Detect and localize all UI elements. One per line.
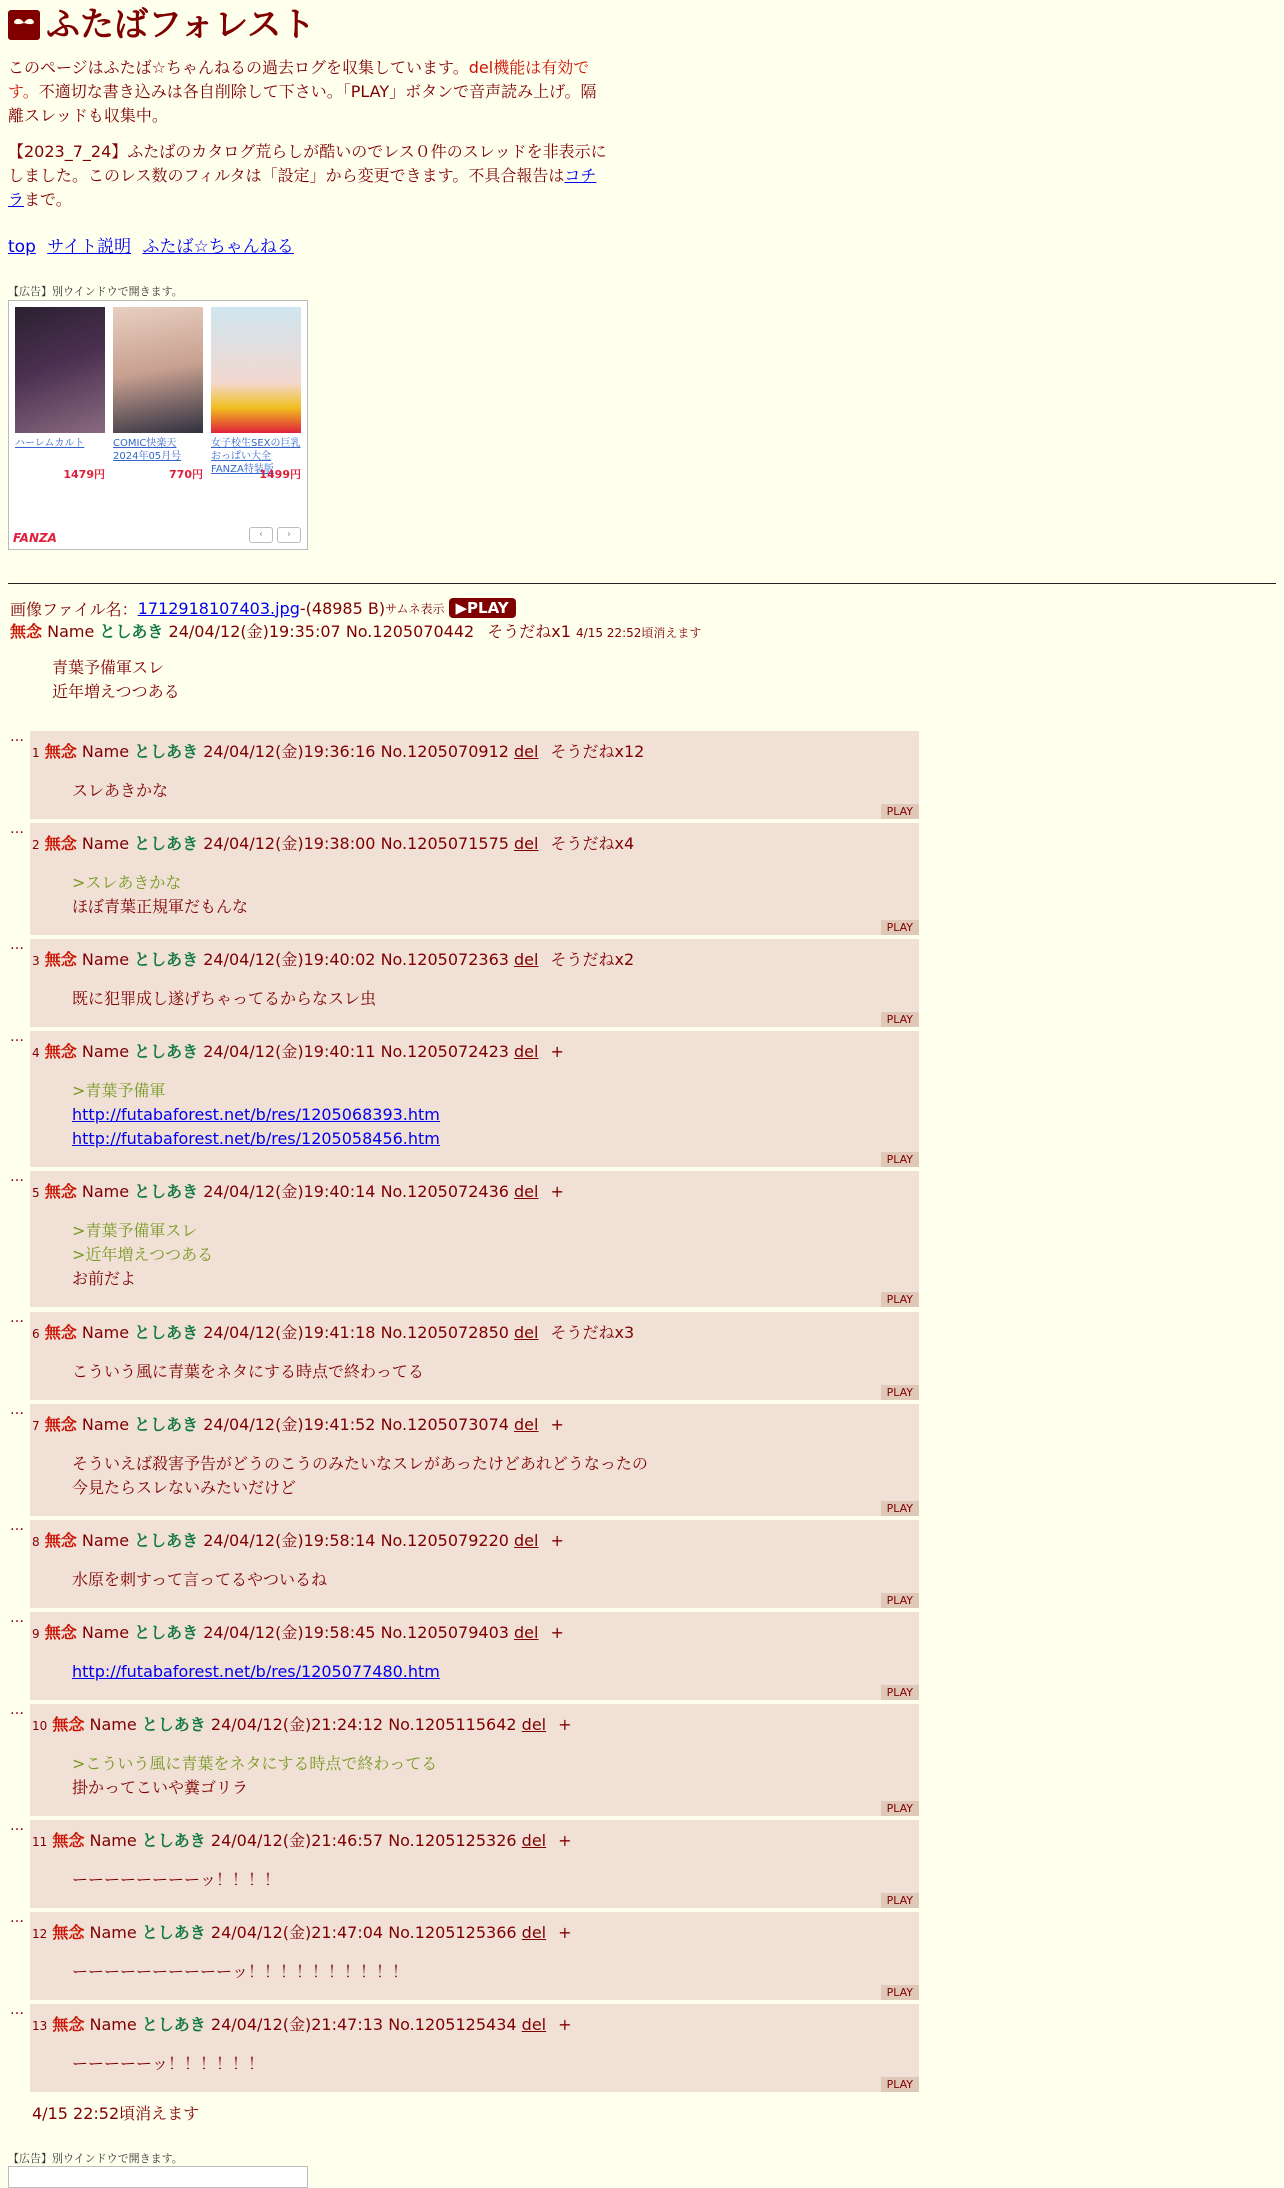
reply-body	[72, 1960, 408, 1984]
op-image-link[interactable]: 1712918107403.jpg	[137, 598, 300, 618]
ad-item[interactable]	[211, 307, 301, 482]
post-number[interactable]: No.1205070442	[345, 622, 475, 641]
play-button[interactable]: PLAY	[881, 1152, 919, 1167]
reply-post	[10, 1169, 919, 1307]
reply-menu[interactable]: …	[10, 1310, 24, 1326]
body-line: お前だよ	[72, 1269, 137, 1288]
reply-index: 4	[32, 1046, 40, 1060]
play-button[interactable]: PLAY	[881, 804, 919, 819]
sodane-button[interactable]: +	[550, 1182, 564, 1201]
ad-banner[interactable]	[8, 300, 308, 550]
site-intro: このページはふたば☆ちゃんねるの過去ログを収集しています。del機能は有効で す。不適切な書き込みは各自削除して下さい。「PLAY」ボタンで音声読み上げ。隔 離スレッドも収集中。	[8, 58, 597, 125]
reply-index: 6	[32, 1327, 40, 1341]
name-label: Name	[81, 1623, 130, 1642]
reply-body	[72, 2052, 264, 2076]
play-button[interactable]: PLAY	[881, 1012, 919, 1027]
chevron-right-icon[interactable]: ›	[277, 527, 301, 543]
post-title: 無念	[44, 1415, 77, 1434]
post-number[interactable]: No.1205125326	[388, 1831, 517, 1850]
reply-index: 12	[32, 1927, 48, 1941]
post-title: 無念	[10, 622, 43, 641]
quote-line: >青葉予備軍	[72, 1081, 166, 1100]
sodane-button[interactable]: +	[558, 1715, 572, 1734]
thumb-toggle[interactable]: サムネ表示	[385, 601, 445, 616]
ad-note: 【広告】別ウインドウで開きます。	[8, 285, 183, 298]
reply-menu[interactable]: …	[10, 1610, 24, 1626]
post-title: 無念	[44, 1623, 77, 1642]
body-line: 既に犯罪成し遂げちゃってるからなスレ虫	[72, 989, 377, 1008]
reply-body	[72, 987, 376, 1011]
post-title: 無念	[52, 2015, 85, 2034]
post-title: 無念	[52, 1923, 85, 1942]
reply-index: 13	[32, 2019, 48, 2033]
del-link[interactable]: del	[514, 1623, 539, 1642]
quote-line: >近年増えつつある	[72, 1245, 214, 1264]
reply-index: 3	[32, 954, 40, 968]
chevron-left-icon[interactable]: ‹	[249, 527, 273, 543]
poster-name: としあき	[134, 1623, 199, 1642]
play-button[interactable]: PLAY	[881, 2077, 919, 2092]
name-label: Name	[81, 1323, 130, 1342]
name-label: Name	[89, 2015, 137, 2034]
op-play-button[interactable]: ▶PLAY	[449, 598, 516, 618]
reply-post	[10, 937, 919, 1027]
reply-menu[interactable]: …	[10, 1818, 24, 1834]
reply-body	[72, 1868, 280, 1892]
body-line: ーーーーーーーーーーッ！！！！！！！！！！	[72, 1962, 409, 1981]
post-number[interactable]: No.1205079403	[380, 1623, 509, 1642]
body-line: 水原を刺すって言ってるやついるね	[72, 1570, 328, 1589]
poster-name: としあき	[134, 742, 199, 761]
reply-index: 10	[32, 1719, 48, 1733]
post-title: 無念	[44, 742, 77, 761]
post-title: 無念	[52, 1715, 85, 1734]
ad-note: 【広告】別ウインドウで開きます。	[8, 2152, 183, 2165]
reply-index: 9	[32, 1627, 40, 1641]
reply-post	[10, 1818, 919, 1908]
ad-cover-image[interactable]	[15, 307, 105, 433]
futaba-leaf-icon	[8, 10, 40, 40]
del-link[interactable]: del	[514, 1182, 539, 1201]
poster-name: としあき	[134, 1323, 199, 1342]
poster-name: としあき	[141, 1831, 206, 1850]
poster-name: としあき	[141, 1923, 206, 1942]
sodane-button[interactable]: +	[550, 1531, 564, 1550]
body-line: スレあきかな	[72, 781, 169, 800]
op-post	[10, 596, 1270, 704]
name-label: Name	[81, 1042, 130, 1061]
reply-post	[10, 1310, 919, 1400]
poster-name: としあき	[141, 1715, 206, 1734]
poster-name: としあき	[134, 1042, 199, 1061]
nav-futaba-link[interactable]: ふたば☆ちゃんねる	[142, 237, 294, 257]
post-datetime: 24/04/12(金)19:40:14	[203, 1182, 376, 1201]
post-datetime: 24/04/12(金)19:41:18	[203, 1323, 376, 1342]
op-body: 青葉予備軍スレ 近年増えつつある	[52, 658, 180, 701]
post-datetime: 24/04/12(金)19:58:14	[203, 1531, 376, 1550]
reply-menu[interactable]: …	[10, 1518, 24, 1534]
post-title: 無念	[44, 950, 77, 969]
reply-body	[72, 1752, 437, 1800]
reply-post	[10, 2002, 919, 2092]
thread-link[interactable]: http://futabaforest.net/b/res/1205077480.htm	[72, 1662, 440, 1681]
post-datetime: 24/04/12(金)21:47:13	[210, 2015, 384, 2034]
divider	[8, 583, 1276, 584]
reply-body	[72, 779, 168, 803]
post-datetime: 24/04/12(金)21:46:57	[210, 1831, 384, 1850]
del-link[interactable]: del	[514, 1415, 539, 1434]
name-label: Name	[89, 1831, 137, 1850]
reply-menu[interactable]: …	[10, 937, 24, 953]
post-title: 無念	[44, 1323, 77, 1342]
thread-link[interactable]: http://futabaforest.net/b/res/1205068393.htm	[72, 1105, 440, 1124]
ad-cover-image[interactable]	[113, 307, 203, 433]
del-link[interactable]: del	[521, 1923, 547, 1942]
nav-about-link[interactable]: サイト説明	[47, 237, 132, 257]
reply-body	[72, 1360, 424, 1384]
nav-links	[8, 232, 300, 257]
post-number[interactable]: No.1205071575	[380, 834, 509, 853]
bug-report-link[interactable]: コチ	[564, 166, 597, 185]
name-label: Name	[81, 1531, 130, 1550]
del-link[interactable]: del	[514, 1531, 539, 1550]
site-title	[8, 4, 608, 46]
ad-price: 1479円	[63, 468, 105, 481]
quote-line: >スレあきかな	[72, 873, 182, 892]
name-label: Name	[81, 1182, 130, 1201]
poster-name: としあき	[99, 622, 164, 641]
file-label: 画像ファイル名：	[10, 599, 138, 619]
nav-top-link[interactable]: top	[8, 237, 36, 257]
sodane-button[interactable]: そうだねx3	[550, 1323, 635, 1342]
poster-name: としあき	[134, 950, 199, 969]
post-title: 無念	[44, 1042, 77, 1061]
post-number[interactable]: No.1205125434	[388, 2015, 517, 2034]
reply-menu[interactable]: …	[10, 2002, 24, 2018]
post-datetime: 24/04/12(金)21:47:04	[210, 1923, 384, 1942]
post-number[interactable]: No.1205072363	[380, 950, 509, 969]
sodane-button[interactable]: そうだねx4	[550, 834, 635, 853]
expire-notice: 4/15 22:52頃消えます	[576, 626, 702, 640]
expire-notice: 4/15 22:52頃消えます	[32, 2104, 200, 2123]
reply-post	[10, 1518, 919, 1608]
post-datetime: 24/04/12(金)19:40:11	[203, 1042, 376, 1061]
reply-menu[interactable]: …	[10, 1029, 24, 1045]
reply-menu[interactable]: …	[10, 1910, 24, 1926]
body-line: そういえば殺害予告がどうのこうのみたいなスレがあったけどあれどうなったの	[72, 1454, 648, 1473]
site-notice: 【2023_7_24】ふたばのカタログ荒らしが酷いのでレス０件のスレッドを非表示に しました。このレス数のフィルタは「設定」から変更できます。不具合報告はコチ ラまで。	[8, 142, 607, 209]
del-link[interactable]: del	[521, 1715, 547, 1734]
name-label: Name	[81, 950, 130, 969]
reply-body	[72, 1079, 440, 1151]
reply-body	[72, 1660, 440, 1684]
body-line: 今見たらスレないみたいだけど	[72, 1478, 297, 1497]
post-title: 無念	[52, 1831, 85, 1850]
site-header	[8, 4, 608, 212]
reply-post	[10, 821, 919, 935]
play-button[interactable]: PLAY	[881, 920, 919, 935]
body-line: 掛かってこいや糞ゴリラ	[72, 1778, 249, 1797]
post-datetime: 24/04/12(金)19:58:45	[203, 1623, 376, 1642]
name-label: Name	[81, 834, 130, 853]
post-title: 無念	[44, 834, 77, 853]
play-button[interactable]: PLAY	[881, 1685, 919, 1700]
reply-post	[10, 729, 919, 819]
ad-cover-image[interactable]	[211, 307, 301, 433]
post-number[interactable]: No.1205070912	[380, 742, 509, 761]
post-number[interactable]: No.1205115642	[388, 1715, 517, 1734]
reply-index: 11	[32, 1835, 48, 1849]
fanza-logo: FANZA	[13, 531, 57, 545]
del-link[interactable]: del	[514, 1323, 539, 1342]
ad-item[interactable]	[15, 307, 105, 482]
del-link[interactable]: del	[514, 950, 539, 969]
post-number[interactable]: No.1205072423	[380, 1042, 509, 1061]
sodane-button[interactable]: +	[550, 1623, 564, 1642]
post-datetime: 24/04/12(金)19:36:16	[203, 742, 376, 761]
reply-index: 2	[32, 838, 40, 852]
reply-index: 8	[32, 1535, 40, 1549]
name-label: Name	[81, 742, 130, 761]
ad-price: 770円	[169, 468, 203, 481]
post-title: 無念	[44, 1531, 77, 1550]
reply-post	[10, 1910, 919, 2000]
play-button[interactable]: PLAY	[881, 1893, 919, 1908]
reply-menu[interactable]: …	[10, 729, 24, 745]
post-datetime: 24/04/12(金)19:41:52	[203, 1415, 376, 1434]
body-line: ほぼ青葉正規軍だもんな	[72, 897, 249, 916]
del-link[interactable]: del	[514, 742, 539, 761]
reply-index: 1	[32, 746, 40, 760]
ad-item[interactable]	[113, 307, 203, 482]
reply-menu[interactable]: …	[10, 1169, 24, 1185]
reply-menu[interactable]: …	[10, 1702, 24, 1718]
play-button[interactable]: PLAY	[881, 1292, 919, 1307]
sodane-button[interactable]: +	[558, 2015, 572, 2034]
reply-menu[interactable]: …	[10, 1402, 24, 1418]
quote-line: >青葉予備軍スレ	[72, 1221, 198, 1240]
sodane-button[interactable]: そうだねx1	[487, 622, 571, 641]
site-name: ふたばフォレスト	[46, 5, 316, 45]
reply-post	[10, 1029, 919, 1167]
play-button[interactable]: PLAY	[881, 1385, 919, 1400]
quote-line: >こういう風に青葉をネタにする時点で終わってる	[72, 1754, 438, 1773]
poster-name: としあき	[141, 2015, 206, 2034]
sodane-button[interactable]: +	[558, 1831, 572, 1850]
reply-body	[72, 1568, 327, 1592]
del-link[interactable]: del	[514, 834, 539, 853]
poster-name: としあき	[134, 1531, 199, 1550]
del-link[interactable]: del	[521, 1831, 547, 1850]
post-datetime: 24/04/12(金)19:38:00	[203, 834, 376, 853]
name-label: Name	[89, 1715, 137, 1734]
body-line: ーーーーーーーーッ！！！！	[72, 1870, 281, 1889]
poster-name: としあき	[134, 834, 199, 853]
reply-post	[10, 1402, 919, 1516]
body-line: こういう風に青葉をネタにする時点で終わってる	[72, 1362, 424, 1381]
post-datetime: 24/04/12(金)19:40:02	[203, 950, 376, 969]
reply-index: 7	[32, 1419, 40, 1433]
post-datetime: 24/04/12(金)21:24:12	[210, 1715, 384, 1734]
reply-post	[10, 1610, 919, 1700]
name-label: Name	[89, 1923, 137, 1942]
body-line: ーーーーーッ！！！！！！	[72, 2054, 265, 2073]
play-button[interactable]: PLAY	[881, 1593, 919, 1608]
sodane-button[interactable]: そうだねx2	[550, 950, 635, 969]
del-link[interactable]: del	[514, 1042, 539, 1061]
reply-index: 5	[32, 1186, 40, 1200]
del-link[interactable]: del	[521, 2015, 547, 2034]
ad-title[interactable]: 女子校生SEXの巨乳おっぱい大全FANZA特装版	[211, 438, 301, 475]
post-number[interactable]: No.1205079220	[380, 1531, 509, 1550]
post-datetime: 24/04/12(金)19:35:07	[168, 622, 341, 641]
name-label: Name	[47, 622, 95, 641]
reply-body	[72, 871, 248, 919]
play-button[interactable]: PLAY	[881, 1501, 919, 1516]
poster-name: としあき	[134, 1415, 199, 1434]
reply-menu[interactable]: …	[10, 821, 24, 837]
post-number[interactable]: No.1205072436	[380, 1182, 509, 1201]
ad-title[interactable]: COMIC快楽天 2024年05月号	[113, 438, 182, 462]
reply-body	[72, 1452, 648, 1500]
post-number[interactable]: No.1205073074	[380, 1415, 509, 1434]
name-label: Name	[81, 1415, 130, 1434]
file-size: -(48985 B)	[299, 598, 386, 618]
bug-report-link-cont[interactable]: ラ	[8, 190, 25, 209]
post-title: 無念	[44, 1182, 77, 1201]
play-button[interactable]: PLAY	[881, 1985, 919, 2000]
ad-title[interactable]: ハーレムカルト	[15, 438, 85, 449]
sodane-button[interactable]: +	[550, 1042, 564, 1061]
sodane-button[interactable]: そうだねx12	[550, 742, 645, 761]
post-number[interactable]: No.1205072850	[380, 1323, 509, 1342]
thread-link[interactable]: http://futabaforest.net/b/res/1205058456.htm	[72, 1129, 440, 1148]
ad-price: 1499円	[259, 468, 301, 481]
poster-name: としあき	[134, 1182, 199, 1201]
reply-post	[10, 1702, 919, 1816]
post-number[interactable]: No.1205125366	[388, 1923, 517, 1942]
reply-body	[72, 1219, 213, 1291]
ad-banner[interactable]	[8, 2166, 308, 2188]
sodane-button[interactable]: +	[558, 1923, 572, 1942]
play-button[interactable]: PLAY	[881, 1801, 919, 1816]
sodane-button[interactable]: +	[550, 1415, 564, 1434]
